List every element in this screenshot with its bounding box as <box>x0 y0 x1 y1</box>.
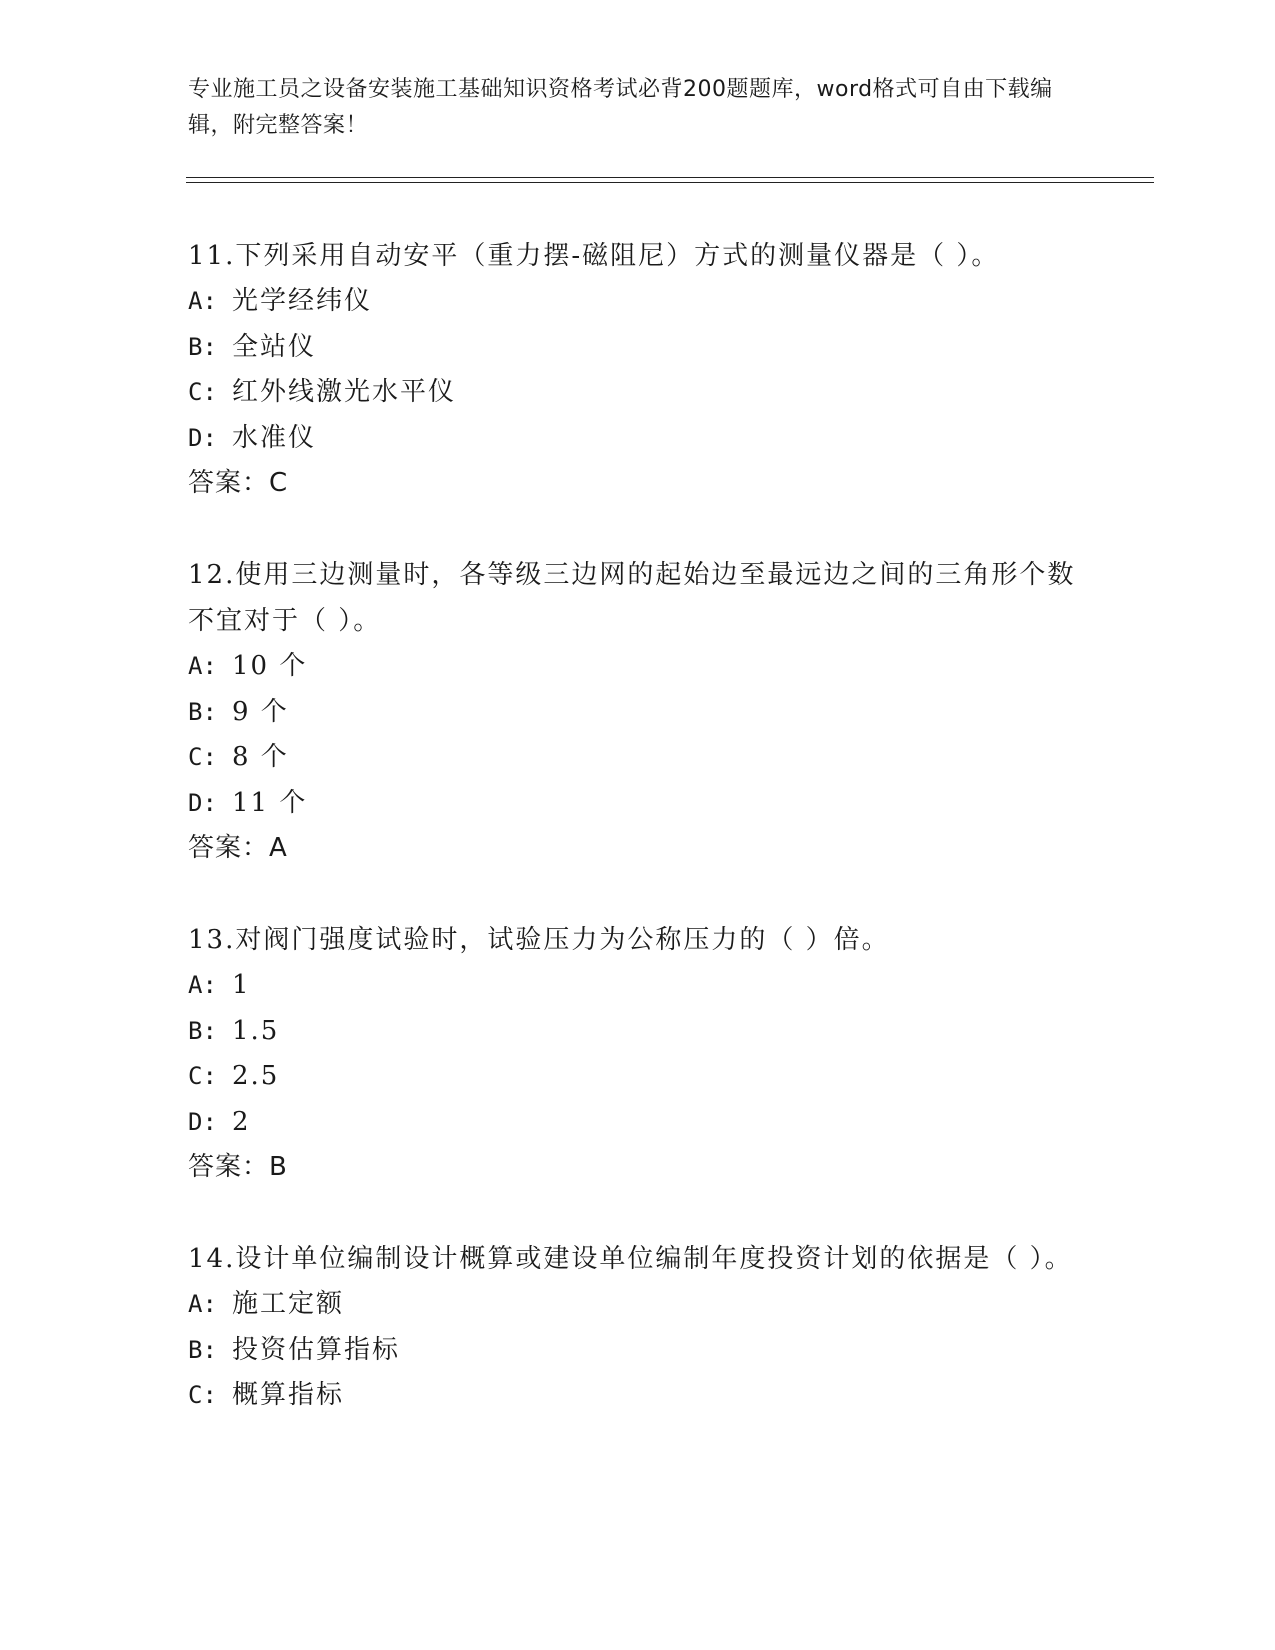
option-a <box>188 963 1088 1009</box>
option-text: 10 个 <box>232 651 308 681</box>
option-c <box>188 1373 1088 1419</box>
document-header <box>188 72 1068 144</box>
option-label: A: <box>188 971 217 999</box>
option-d <box>188 416 1088 462</box>
question-11 <box>188 233 1088 506</box>
option-label: C: <box>188 743 217 771</box>
option-text: 红外线激光水平仪 <box>232 377 457 407</box>
option-a <box>188 1282 1088 1328</box>
option-b <box>188 1328 1088 1374</box>
question-text: 12.使用三边测量时，各等级三边网的起始边至最远边之间的三角形个数不宜对于（ ）。 <box>188 560 1076 636</box>
header-rule-top <box>186 177 1154 178</box>
option-label: C: <box>188 378 217 406</box>
option-label: B: <box>188 697 217 726</box>
option-c <box>188 1054 1088 1100</box>
option-c <box>188 370 1088 416</box>
option-label: B: <box>188 1016 217 1045</box>
option-text: 全站仪 <box>232 331 317 362</box>
option-text: 光学经纬仪 <box>232 286 373 316</box>
option-c <box>188 735 1088 781</box>
option-label: C: <box>188 1062 217 1090</box>
answer: 答案：B <box>188 1152 288 1182</box>
option-text: 水准仪 <box>232 422 317 453</box>
question-list <box>188 233 1088 1465</box>
question-text: 14.设计单位编制设计概算或建设单位编制年度投资计划的依据是（ ）。 <box>188 1244 1073 1274</box>
option-label: D: <box>188 788 217 817</box>
header-rule-bottom <box>186 182 1154 183</box>
answer: 答案：A <box>188 833 288 863</box>
option-text: 8 个 <box>232 742 289 772</box>
option-label: A: <box>188 1290 217 1318</box>
option-label: A: <box>188 287 217 315</box>
option-d <box>188 781 1088 827</box>
option-label: B: <box>188 1335 217 1364</box>
option-label: D: <box>188 1107 217 1136</box>
question-text: 13.对阀门强度试验时，试验压力为公称压力的（ ）倍。 <box>188 925 890 955</box>
option-text: 2.5 <box>232 1061 280 1091</box>
option-b <box>188 325 1088 371</box>
option-text: 1.5 <box>232 1015 280 1046</box>
option-label: D: <box>188 423 217 452</box>
option-label: A: <box>188 652 217 680</box>
question-text: 11.下列采用自动安平（重力摆-磁阻尼）方式的测量仪器是（ ）。 <box>188 241 1000 271</box>
option-text: 投资估算指标 <box>232 1334 401 1365</box>
option-b <box>188 690 1088 736</box>
option-b <box>188 1009 1088 1055</box>
option-text: 2 <box>232 1106 251 1137</box>
option-text: 施工定额 <box>232 1289 345 1319</box>
option-text: 11 个 <box>232 787 308 818</box>
answer: 答案：C <box>188 468 289 498</box>
option-text: 9 个 <box>232 696 289 727</box>
question-13 <box>188 917 1088 1190</box>
option-a <box>188 279 1088 325</box>
option-a <box>188 644 1088 690</box>
document-title: 专业施工员之设备安装施工基础知识资格考试必背200题题库，word格式可自由下载编辑，附完整答案！ <box>188 77 1053 138</box>
question-14 <box>188 1236 1088 1419</box>
option-label: C: <box>188 1381 217 1409</box>
question-12 <box>188 552 1088 871</box>
option-text: 1 <box>232 970 251 1000</box>
option-label: B: <box>188 332 217 361</box>
option-d <box>188 1100 1088 1146</box>
option-text: 概算指标 <box>232 1380 345 1410</box>
